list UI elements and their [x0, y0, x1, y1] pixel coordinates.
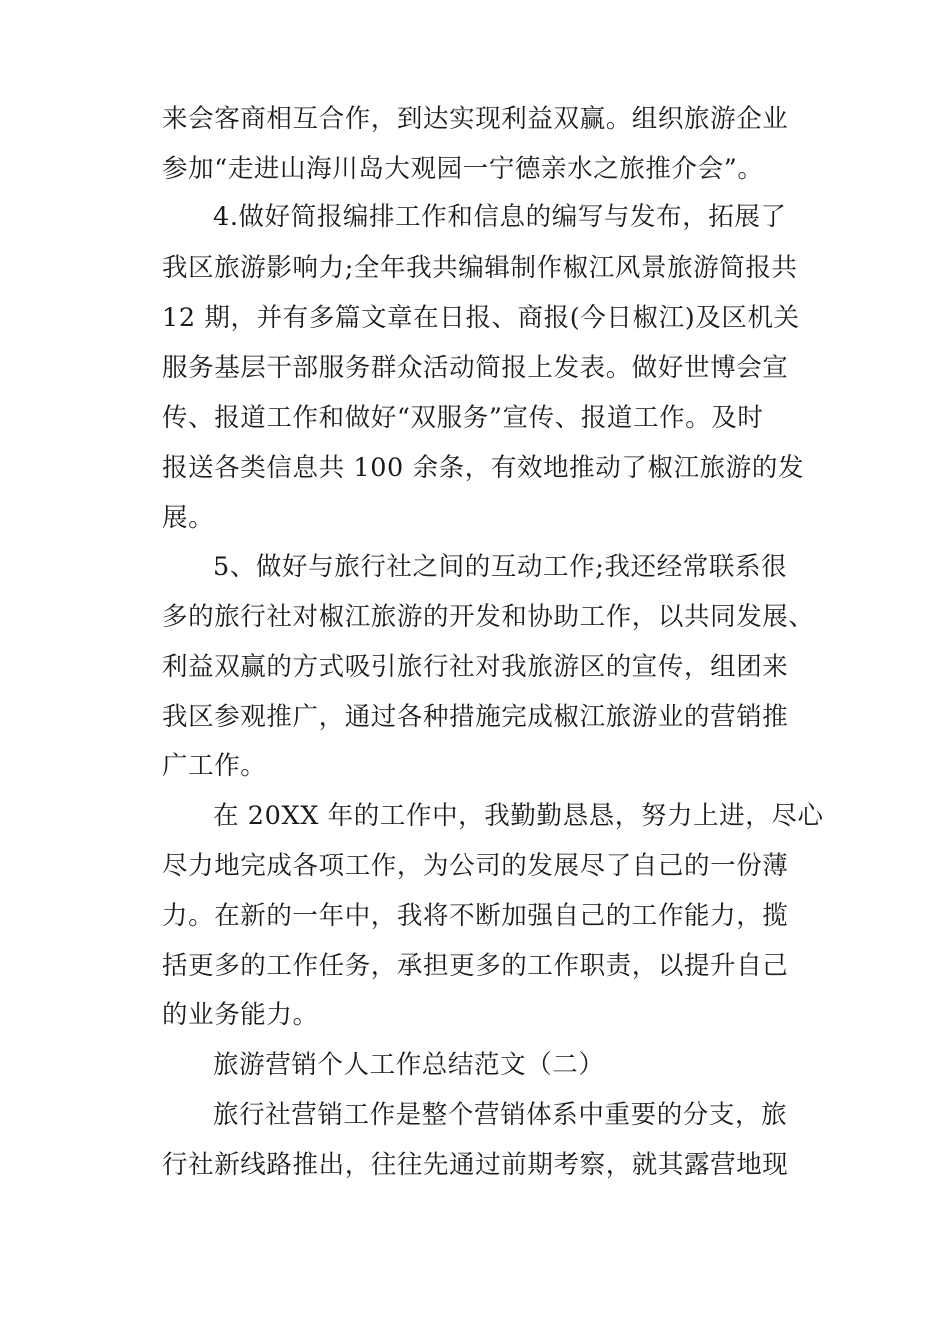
text-line: 我区参观推广，通过各种措施完成椒江旅游业的营销推 [162, 702, 789, 732]
text-line: 5、做好与旅行社之间的互动工作;我还经常联系很 [213, 552, 788, 582]
section-heading: 旅游营销个人工作总结范文（二） [213, 1050, 605, 1080]
text-line: 多的旅行社对椒江旅游的开发和协助工作，以共同发展、 [162, 602, 815, 632]
text-line: 括更多的工作任务，承担更多的工作职责，以提升自己 [162, 951, 789, 981]
text-line: 12 期，并有多篇文章在日报、商报(今日椒江)及区机关 [162, 303, 800, 333]
text-line: 行社新线路推出，往往先通过前期考察，就其露营地现 [162, 1150, 789, 1180]
text-line: 传、报道工作和做好“双服务”宣传、报道工作。及时 [162, 403, 764, 433]
text-line: 报送各类信息共 100 余条，有效地推动了椒江旅游的发 [162, 453, 805, 483]
text-line: 广工作。 [162, 751, 267, 781]
text-line: 展。 [162, 503, 215, 533]
text-line: 来会客商相互合作，到达实现利益双赢。组织旅游企业 [162, 104, 789, 134]
text-line: 参加“走进山海川岛大观园一宁德亲水之旅推介会”。 [162, 154, 764, 184]
text-line: 在 20XX 年的工作中，我勤勤恳恳，努力上进，尽心 [213, 801, 824, 831]
text-line: 力。在新的一年中，我将不断加强自己的工作能力，揽 [162, 901, 789, 931]
text-line: 尽力地完成各项工作，为公司的发展尽了自己的一份薄 [162, 851, 789, 881]
text-line: 利益双赢的方式吸引旅行社对我旅游区的宣传，组团来 [162, 652, 789, 682]
text-line: 旅行社营销工作是整个营销体系中重要的分支，旅 [213, 1100, 788, 1130]
text-line: 的业务能力。 [162, 1000, 319, 1030]
text-line: 服务基层干部服务群众活动简报上发表。做好世博会宣 [162, 353, 789, 383]
text-line: 4.做好简报编排工作和信息的编写与发布，拓展了 [213, 202, 787, 232]
text-line: 我区旅游影响力;全年我共编辑制作椒江风景旅游简报共 [162, 253, 798, 283]
